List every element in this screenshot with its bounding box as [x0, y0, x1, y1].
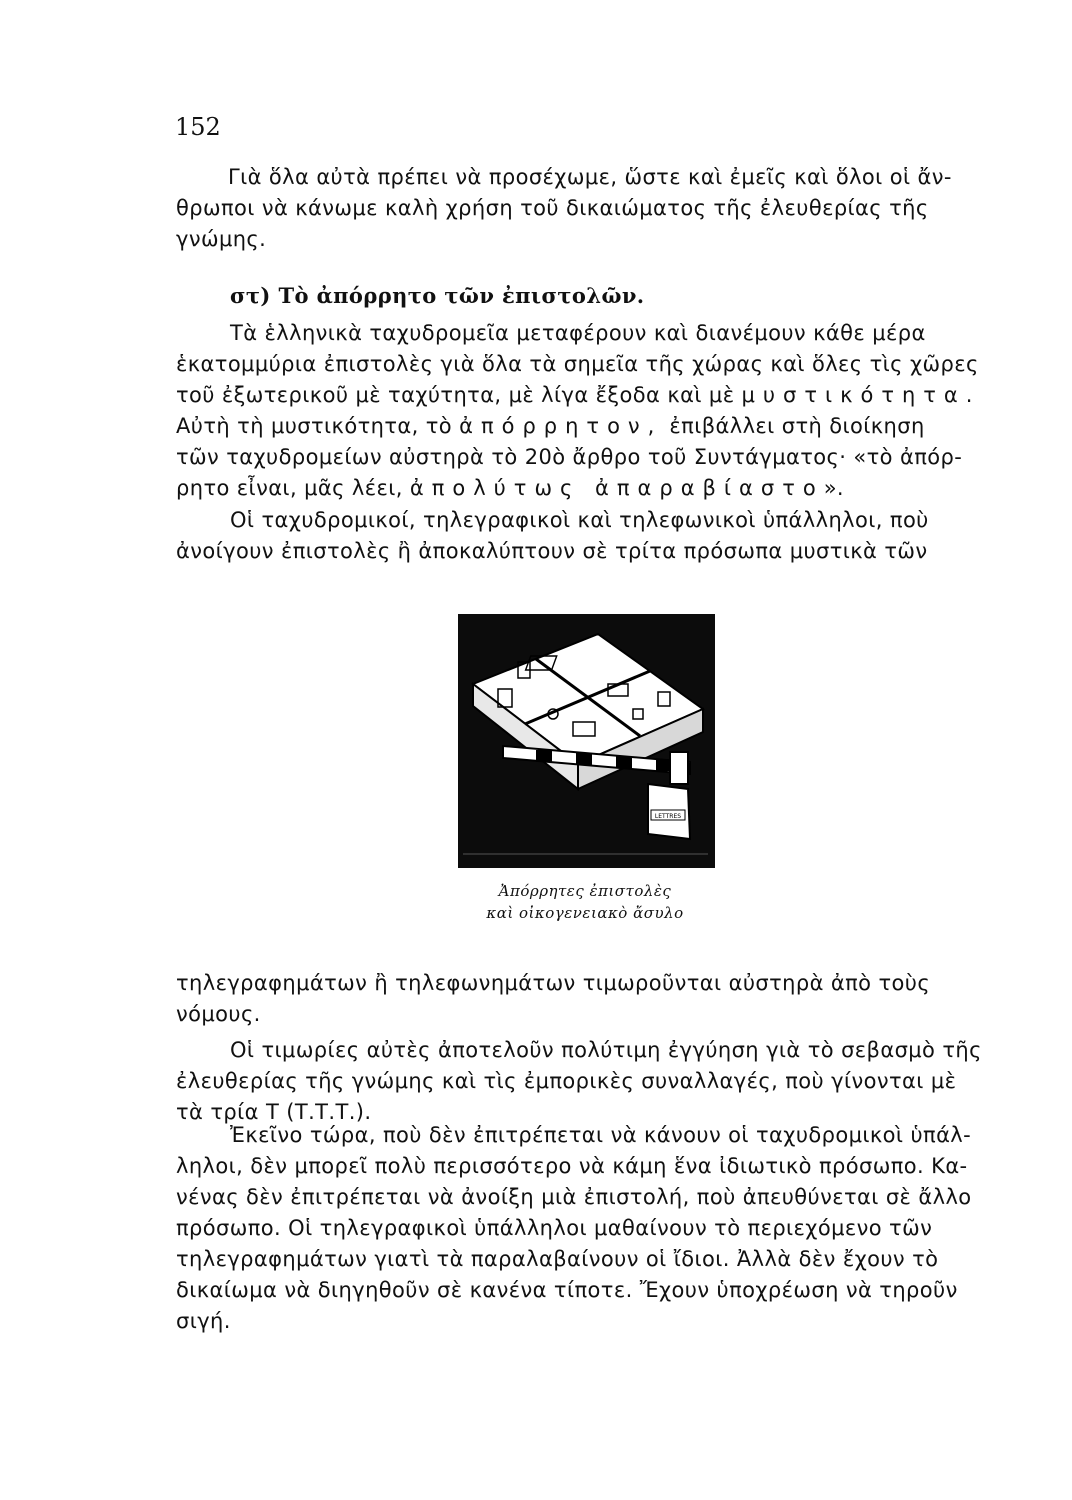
text-line: ἀνοίγουν ἐπιστολὲς ἢ ἀποκαλύπτουν σὲ τρίτα πρόσωπα μυστικὰ τῶν	[176, 539, 928, 563]
text-run: ρητο εἶναι, μᾶς λέει,	[176, 476, 410, 500]
section-paragraph-1	[176, 318, 981, 504]
section-paragraph-2	[176, 505, 971, 567]
text-run: Αὐτὴ τὴ μυστικότητα, τὸ	[176, 414, 460, 438]
text-line	[176, 411, 971, 442]
letterbox-sign: LETTRES	[654, 813, 682, 820]
text-line: ἑκατομμύρια ἐπιστολὲς γιὰ ὅλα τὰ σημεῖα τῆς χώρας καὶ ὅλες τὶς χῶρες	[176, 352, 979, 376]
text-line: ληλοι, δὲν μπορεῖ πολὺ περισσότερο νὰ κάμη ἕνα ἰδιωτικὸ πρόσωπο. Κα-	[176, 1154, 968, 1178]
caption-line: καὶ οἰκογενειακὸ ἄσυλο	[486, 904, 684, 922]
text-run: τοῦ ἐξωτερικοῦ μὲ ταχύτητα, μὲ λίγα ἔξοδα καὶ μὲ	[176, 383, 742, 407]
text-run: ἐπιβάλλει στὴ διοίκηση	[662, 414, 925, 438]
text-line: τηλεγραφημάτων ἢ τηλεφωνημάτων τιμωροῦνται αὐστηρὰ ἀπὸ τοὺς	[176, 971, 931, 995]
text-line: δικαίωμα νὰ διηγηθοῦν σὲ κανένα τίποτε. Ἔχουν ὑποχρέωση νὰ τηροῦν	[176, 1278, 958, 1302]
text-line: γνώμης.	[176, 227, 267, 251]
text-line	[176, 380, 981, 411]
text-line: σιγή.	[176, 1309, 231, 1333]
text-line: θρωποι νὰ κάνωμε καλὴ χρήση τοῦ δικαιώματος τῆς ἐλευθερίας τῆς	[176, 196, 929, 220]
text-line: τὰ τρία Τ (Τ.Τ.Τ.).	[176, 1100, 372, 1124]
spaced-emphasis: ἀπολύτως ἀπαραβίαστο	[409, 476, 824, 500]
text-line: νένας δὲν ἐπιτρέπεται νὰ ἀνοίξη μιὰ ἐπιστολή, ποὺ ἀπευθύνεται σὲ ἄλλο	[176, 1185, 972, 1209]
after-paragraph-1	[176, 968, 971, 1030]
text-line: τῶν ταχυδρομείων αὐστηρὰ τὸ 20ὸ ἄρθρο τοῦ Συντάγματος· «τὸ ἀπόρ-	[176, 445, 963, 469]
section-heading: στ) Τὸ ἀπόρρητο τῶν ἐπιστολῶν.	[230, 283, 645, 308]
text-line: ἐλευθερίας τῆς γνώμης καὶ τὶς ἐμπορικὲς συναλλαγές, ποὺ γίνονται μὲ	[176, 1069, 957, 1093]
after-paragraph-3	[176, 1120, 971, 1337]
caption-line: Ἀπόρρητες ἐπιστολὲς	[498, 882, 672, 900]
house-illustration	[458, 614, 715, 868]
illustration	[458, 614, 715, 868]
text-line: Τὰ ἑλληνικὰ ταχυδρομεῖα μεταφέρουν καὶ διανέμουν κάθε μέρα	[230, 321, 926, 345]
text-line: τηλεγραφημάτων γιατὶ τὰ παραλαβαίνουν οἱ ἴδιοι. Ἀλλὰ δὲν ἔχουν τὸ	[176, 1247, 939, 1271]
text-run: ».	[823, 476, 845, 500]
text-line	[176, 473, 971, 504]
spaced-emphasis: ἀπόρρητον,	[459, 414, 663, 438]
text-line: Οἱ τιμωρίες αὐτὲς ἀποτελοῦν πολύτιμη ἐγγύηση γιὰ τὸ σεβασμὸ τῆς	[230, 1038, 982, 1062]
after-paragraph-2	[176, 1035, 982, 1128]
text-line: πρόσωπο. Οἱ τηλεγραφικοὶ ὑπάλληλοι μαθαίνουν τὸ περιεχόμενο τῶν	[176, 1216, 933, 1240]
text-line: νόμους.	[176, 1002, 261, 1026]
spaced-emphasis: μυστικότητα.	[741, 383, 981, 407]
text-line: Γιὰ ὅλα αὐτὰ πρέπει νὰ προσέχωμε, ὥστε καὶ ἐμεῖς καὶ ὅλοι οἱ ἄν-	[228, 165, 952, 189]
figure-caption	[440, 880, 730, 924]
intro-paragraph	[176, 162, 971, 255]
text-line: Οἱ ταχυδρομικοί, τηλεγραφικοὶ καὶ τηλεφωνικοὶ ὑπάλληλοι, ποὺ	[230, 508, 929, 532]
text-line: Ἐκεῖνο τώρα, ποὺ δὲν ἐπιτρέπεται νὰ κάνουν οἱ ταχυδρομικοὶ ὑπάλ-	[230, 1123, 972, 1147]
page-number: 152	[175, 113, 221, 141]
